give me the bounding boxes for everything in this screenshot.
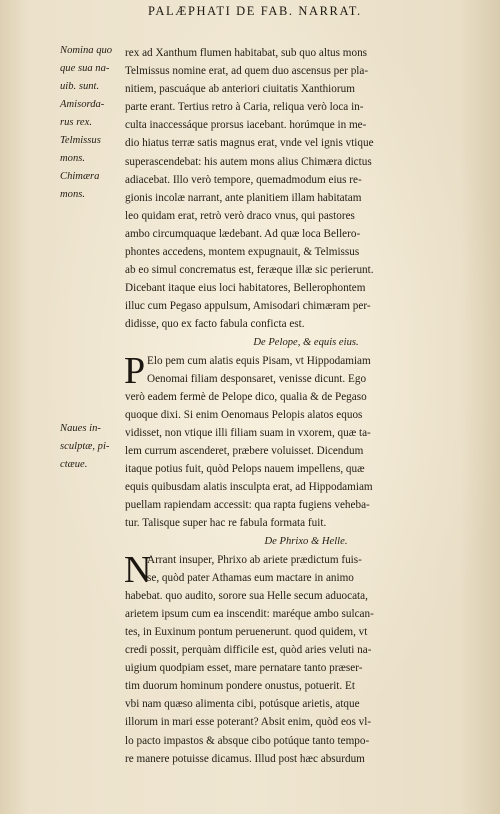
paragraph-pelops (124, 349, 487, 533)
text-line: leo quidam erat, retrò verò draco vnus, qui pastores (125, 209, 355, 222)
text-line: uigium quodpiam esset, mare pernatare tanto præser- (125, 662, 363, 675)
text-line: dio hiatus terræ satis magnus erat, vnde vel ignis vtique (125, 137, 374, 150)
text-line: lem currum ascenderet, præbere voluisset. Dicendum (125, 445, 364, 458)
paragraph-phrixus (124, 548, 487, 768)
text-line: Oenomai filiam desponsaret, venisse dicunt. Ego (147, 372, 367, 385)
margin-note-chimaera: Chimæra mons. (60, 171, 100, 200)
main-text (125, 44, 487, 768)
text-line: re manere potuisse dicamus. Illud post hæc absurdum (125, 752, 365, 765)
text-line: arietem ipsum cum ea inscendit: maréque ambo sulcan- (125, 607, 374, 620)
margin-note-naues: Naues in- sculptæ, pi- ctæue. (60, 423, 110, 470)
text-line: tim duorum hominum pondere onustus, potuerit. Et (125, 680, 355, 693)
text-line: Dicebant itaque eius loci habitatores, Bellerophontem (125, 282, 366, 295)
text-line: vbi nam quæso alimenta cibi, potúsque arietis, atque (125, 698, 360, 711)
text-line: lo pacto impastos & absque cibo potúque tanto tempo- (125, 734, 370, 747)
text-line: puellam rapiendam accessit: qua rapta fugiens veheba- (125, 499, 370, 512)
text-line: verò eadem fermè de Pelope dico, qualia & de Pegaso (125, 390, 367, 403)
text-line: rex ad Xanthum flumen habitabat, sub quo altus mons (125, 47, 368, 59)
text-line: equis quibusdam alatis insculpta erat, ad Hippodamiam (125, 481, 373, 494)
margin-note-amisordarus: Amisorda- rus rex. (60, 99, 105, 128)
section-heading-phrixus: De Phrixo & Helle. (264, 535, 348, 547)
text-line: adiacebat. Illo verò tempore, quemadmodum eius re- (125, 173, 362, 186)
text-line: Elo pem cum alatis equis Pisam, vt Hippodamiam (147, 354, 371, 367)
text-line: Arrant insuper, Phrixo ab ariete prædictum fuis- (147, 553, 362, 566)
text-line: ab eo simul concrematus est, feræque illæ sic perierunt. (125, 264, 374, 277)
text-line: gionis incolæ narrant, ante planitiem illam habitatam (125, 191, 362, 204)
drop-cap: N (124, 548, 152, 591)
text-line: vidisset, non vtique illi filiam suam in vxorem, quæ ta- (125, 426, 371, 439)
text-line: phontes accedens, montem expugnauit, & Telmissus (125, 246, 360, 259)
text-line: tes, in Euxinum pontum peruenerunt. quod quidem, vt (125, 626, 368, 638)
text-line: quoque dixi. Si enim Oenomaus Pelopis alatos equos (125, 408, 363, 421)
text-line: culta inaccessáque prorsus iacebant. horúmque in me- (125, 119, 367, 132)
text-line: nitiem, pascuáque ab anteriori ciuitatis Xanthiorum (125, 83, 355, 96)
text-line: parte erant. Tertius retro à Caria, reliqua verò loca in- (125, 101, 364, 114)
text-line: credi possit, perquàm difficile est, quòd aries veluti na- (125, 644, 372, 657)
text-line: Telmissus nomine erat, ad quem duo ascensus per pla- (125, 65, 369, 78)
paragraph-bellerophon (125, 44, 487, 334)
text-line: ambo circumquaque lædebant. Ad quæ loca Bellero- (125, 227, 361, 240)
margin-note-telmissus: Telmissus mons. (60, 135, 101, 164)
section-heading-pelops: De Pelope, & equis eius. (253, 336, 359, 348)
running-header: PALÆPHATI DE FAB. NARRAT. (148, 4, 362, 18)
text-line: illuc cum Pegaso appulsum, Amisodari chimæram per- (125, 300, 371, 313)
text-line: superascendebat: his autem mons alius Chimæra dictus (125, 155, 372, 168)
text-line: didisse, quo ex facto fabula conficta est. (125, 318, 305, 331)
drop-cap: P (124, 349, 146, 392)
text-line: tur. Talisque super hac re fabula formata fuit. (125, 517, 327, 530)
text-line: itaque potius fuit, quòd Pelops nauem impellens, quæ (125, 463, 365, 476)
text-line: habebat. quo audito, sorore sua Helle secum aduocata, (125, 589, 368, 602)
text-line: illorum in mari esse poterant? Absit enim, quòd eos vl- (125, 716, 372, 729)
margin-note-nomina: Nomina quo que sua na- uib. sunt. (60, 45, 113, 92)
text-line: se, quòd pater Athamas eum mactare in animo (147, 571, 354, 584)
